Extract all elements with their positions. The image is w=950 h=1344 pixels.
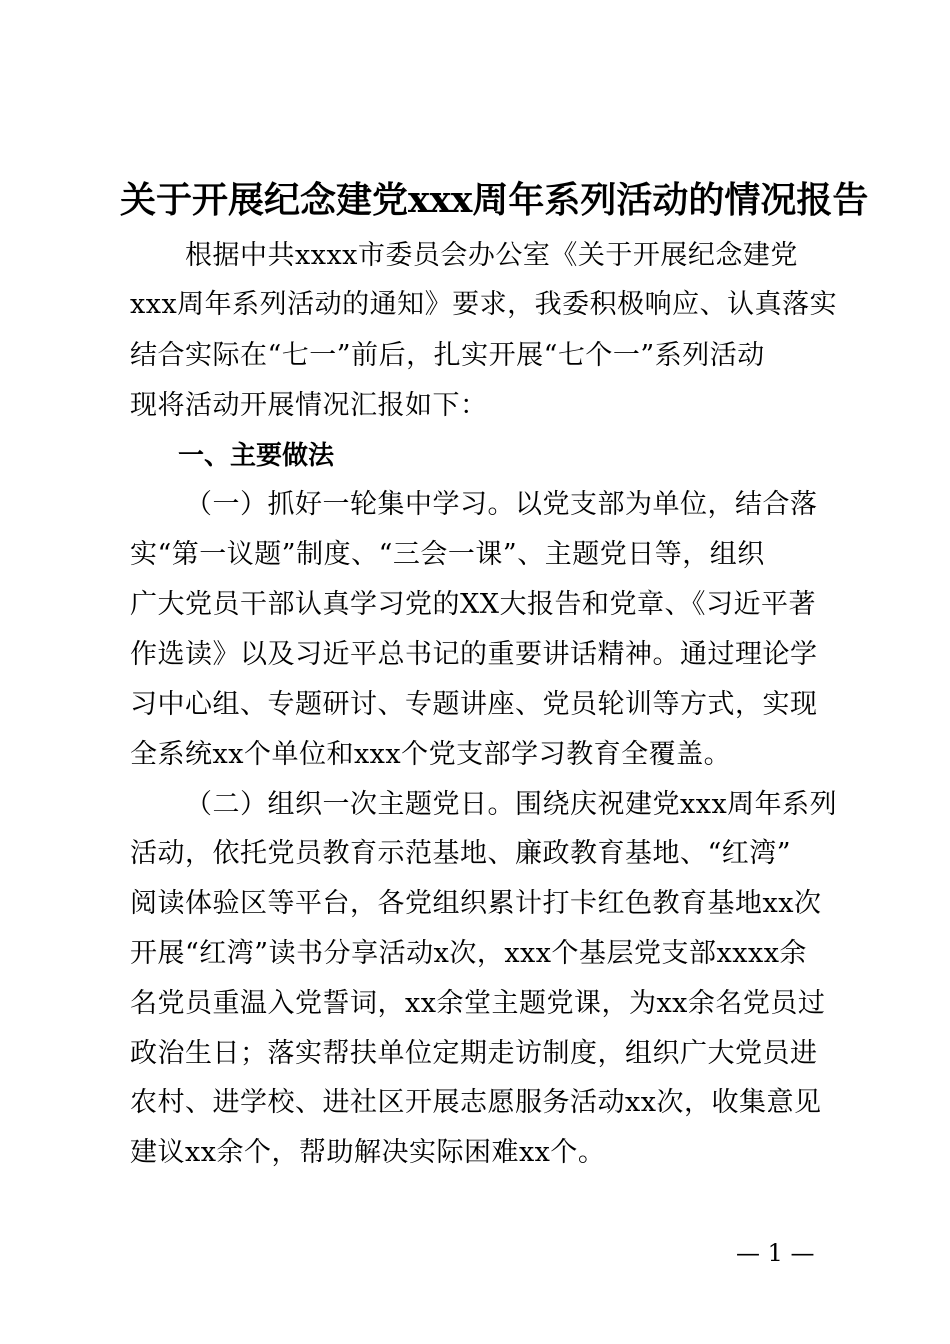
paragraph-line: 现将活动开展情况汇报如下： [130, 390, 488, 421]
paragraph-line: 实“第一议题”制度、“三会一课”、主题党日等，组织 [130, 539, 765, 570]
section-heading: 一、主要做法 [178, 441, 335, 471]
paragraph-line: 根据中共xxxx市委员会办公室《关于开展纪念建党 [185, 240, 798, 271]
paragraph-line: xxx周年系列活动的通知》要求，我委积极响应、认真落实 [130, 289, 838, 320]
paragraph-line: 结合实际在“七一”前后，扎实开展“七个一”系列活动 [130, 340, 765, 371]
paragraph-line: 农村、进学校、进社区开展志愿服务活动xx次，收集意见 [130, 1087, 822, 1118]
paragraph-line: 政治生日；落实帮扶单位定期走访制度，组织广大党员进 [130, 1038, 818, 1069]
paragraph-line: 阅读体验区等平台，各党组织累计打卡红色教育基地xx次 [130, 888, 822, 919]
paragraph-line: 作选读》以及习近平总书记的重要讲话精神。通过理论学 [130, 639, 818, 670]
paragraph-line: 全系统xx个单位和xxx个党支部学习教育全覆盖。 [130, 739, 732, 770]
paragraph-line: 名党员重温入党誓词，xx余堂主题党课，为xx余名党员过 [130, 988, 826, 1019]
paragraph-line: 广大党员干部认真学习党的XX大报告和党章、《习近平著 [130, 589, 816, 620]
page-number: — 1 — [736, 1239, 815, 1267]
paragraph-line: （一）抓好一轮集中学习。以党支部为单位，结合落 [185, 489, 818, 520]
paragraph-line: 习中心组、专题研讨、专题讲座、党员轮训等方式，实现 [130, 689, 818, 720]
paragraph-line: 活动，依托党员教育示范基地、廉政教育基地、“红湾” [130, 838, 792, 869]
paragraph-line: 开展“红湾”读书分享活动x次，xxx个基层党支部xxxx余 [130, 938, 807, 969]
paragraph-line: （二）组织一次主题党日。围绕庆祝建党xxx周年系列 [185, 789, 838, 820]
paragraph-line: 建议xx余个，帮助解决实际困难xx个。 [130, 1137, 606, 1168]
document-title: 关于开展纪念建党xxx周年系列活动的情况报告 [120, 179, 869, 221]
